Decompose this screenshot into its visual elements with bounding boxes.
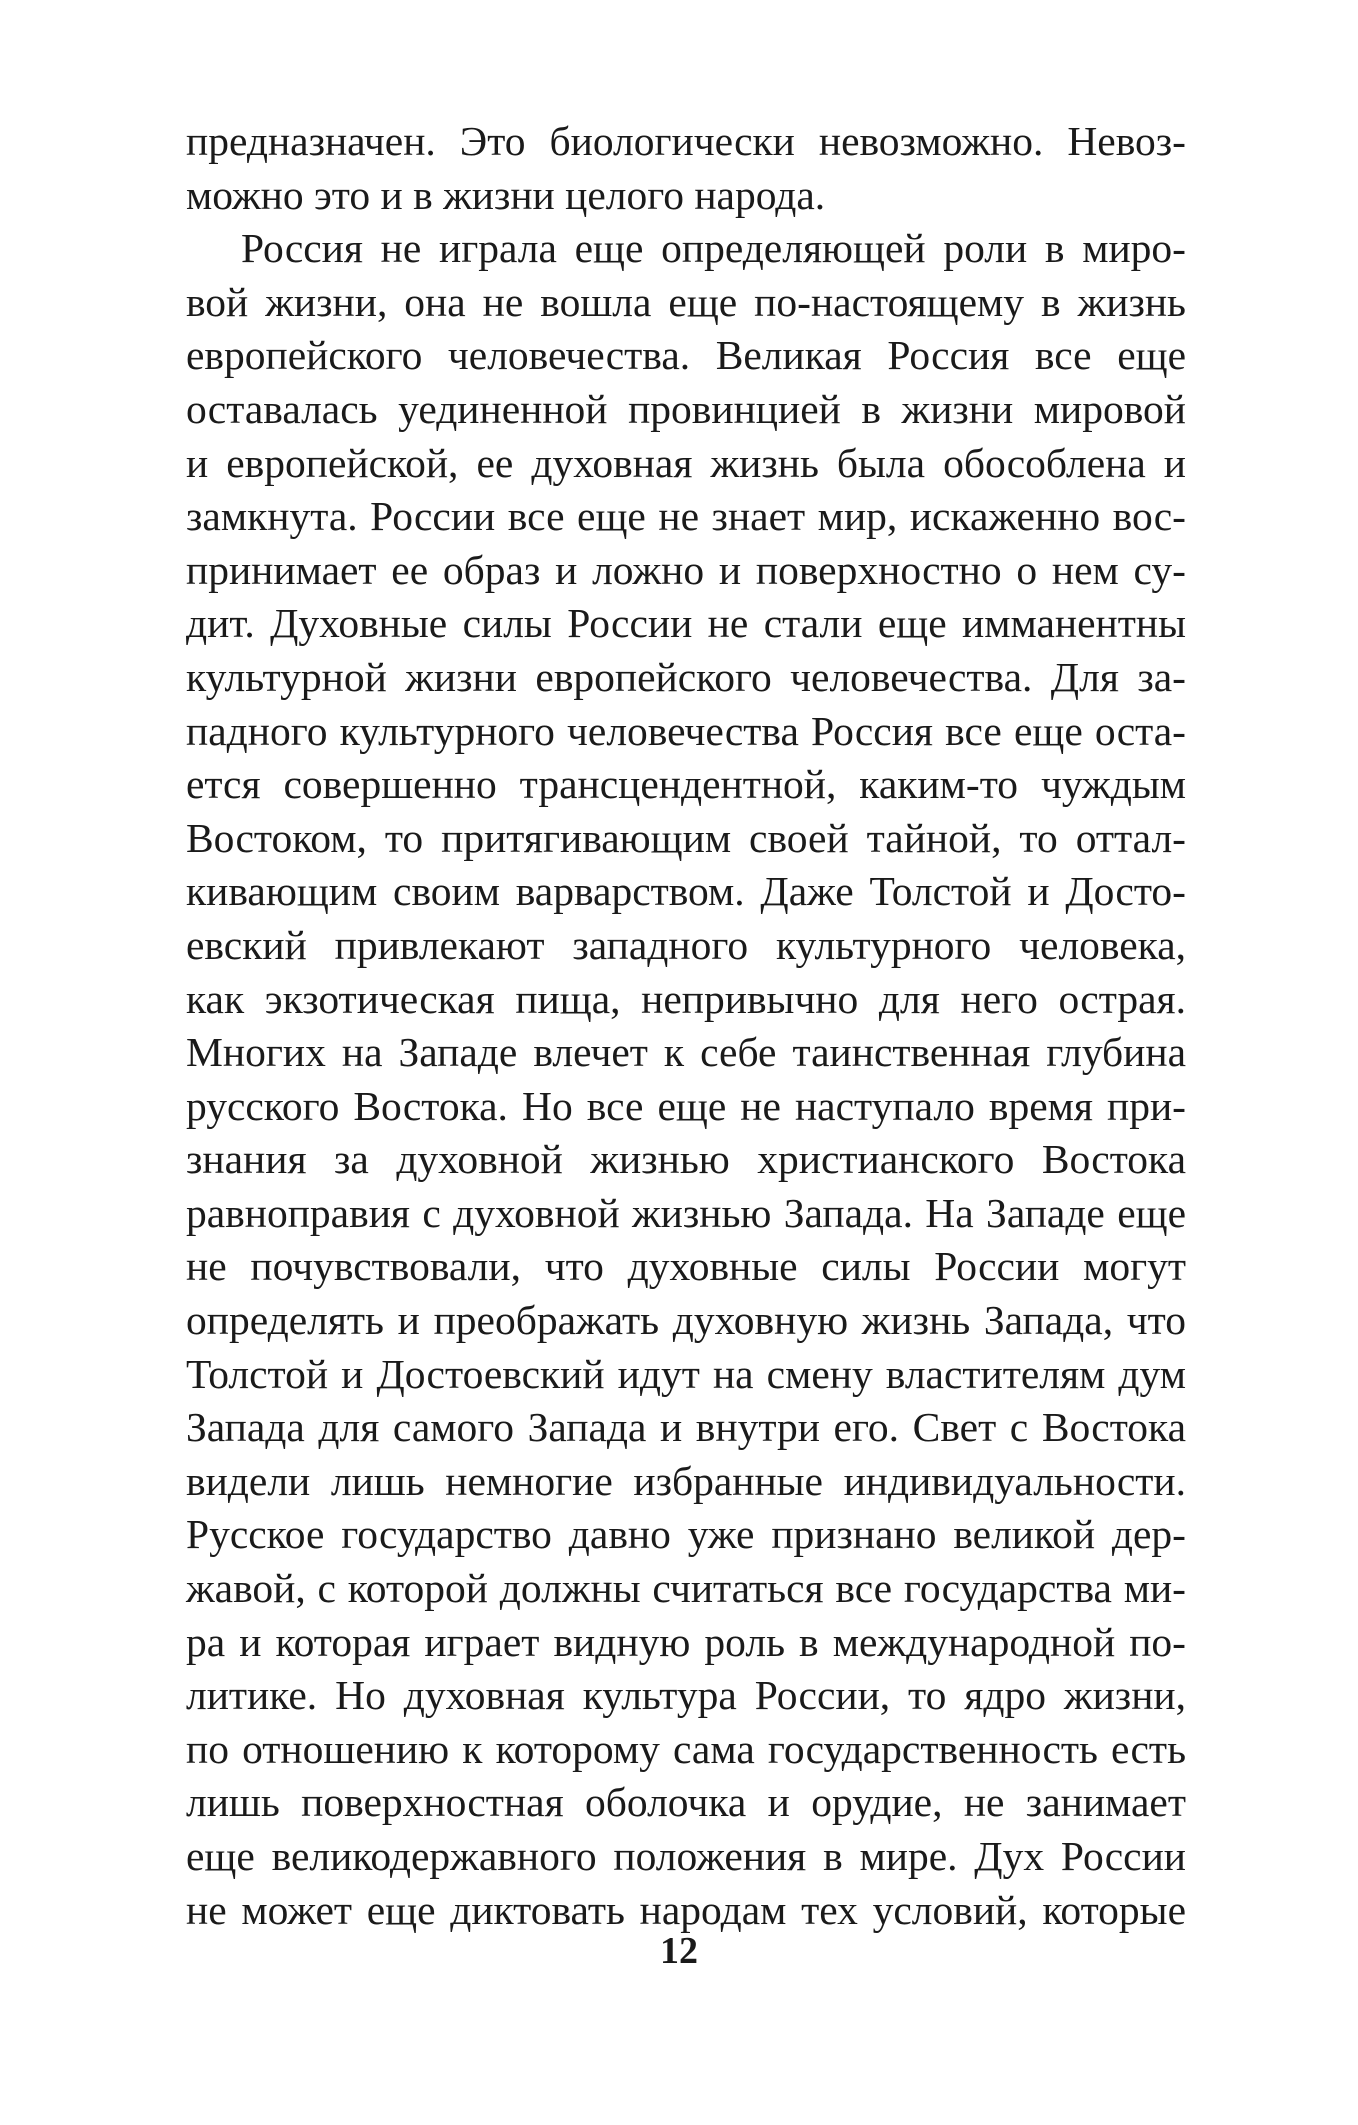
text-line: не может еще диктовать народам тех условий, которые bbox=[186, 1886, 1186, 1933]
text-line: ется совершенно трансцендентной, каким-то чуждым bbox=[186, 761, 1186, 808]
text-line: ра и которая играет видную роль в международной по- bbox=[186, 1618, 1186, 1665]
body-text bbox=[186, 115, 1186, 1937]
text-line: равноправия с духовной жизнью Запада. На Западе еще bbox=[186, 1189, 1186, 1236]
text-line: и европейской, ее духовная жизнь была обособлена и bbox=[186, 439, 1186, 486]
text-line: определять и преображать духовную жизнь Запада, что bbox=[186, 1297, 1186, 1344]
text-line: европейского человечества. Великая Россия все еще bbox=[186, 332, 1186, 379]
text-line: вой жизни, она не вошла еще по-настоящему в жизнь bbox=[186, 278, 1186, 325]
text-line: культурной жизни европейского человечества. Для за- bbox=[186, 653, 1186, 700]
text-line: еще великодержавного положения в мире. Дух России bbox=[186, 1833, 1186, 1879]
text-line: оставалась уединенной провинцией в жизни мировой bbox=[186, 385, 1186, 432]
text-line: знания за духовной жизнью христианского Востока bbox=[186, 1136, 1186, 1183]
text-line: видели лишь немногие избранные индивидуальности. bbox=[186, 1457, 1186, 1504]
text-line: как экзотическая пища, непривычно для него острая. bbox=[186, 975, 1186, 1022]
text-line: Многих на Западе влечет к себе таинственная глубина bbox=[186, 1029, 1186, 1076]
text-line: кивающим своим варварством. Даже Толстой и Досто- bbox=[186, 868, 1186, 915]
text-line: Русское государство давно уже признано великой дер- bbox=[186, 1511, 1186, 1558]
text-line: Востоком, то притягивающим своей тайной, то оттал- bbox=[186, 814, 1186, 861]
text-line: русского Востока. Но все еще не наступало время при- bbox=[186, 1082, 1186, 1129]
text-line: Толстой и Достоевский идут на смену властителям дум bbox=[186, 1350, 1186, 1397]
text-line: не почувствовали, что духовные силы России могут bbox=[186, 1243, 1186, 1290]
text-line: Запада для самого Запада и внутри его. Свет с Востока bbox=[186, 1404, 1186, 1451]
text-line: по отношению к которому сама государственность есть bbox=[186, 1725, 1186, 1772]
text-line: замкнута. России все еще не знает мир, искаженно вос- bbox=[186, 493, 1186, 540]
text-line: предназначен. Это биологически невозможно. Невоз- bbox=[186, 118, 1186, 164]
text-line: принимает ее образ и ложно и поверхностно о нем су- bbox=[186, 546, 1186, 593]
text-line: евский привлекают западного культурного человека, bbox=[186, 921, 1186, 968]
text-line: можно это и в жизни целого народа. bbox=[186, 171, 826, 218]
text-line: дит. Духовные силы России не стали еще имманентны bbox=[186, 600, 1186, 647]
paragraph-first-line: Россия не играла еще определяющей роли в миро- bbox=[241, 225, 1186, 272]
text-line: жавой, с которой должны считаться все государства ми- bbox=[186, 1565, 1186, 1612]
page-number: 12 bbox=[660, 1930, 698, 1972]
text-line: лишь поверхностная оболочка и орудие, не занимает bbox=[186, 1779, 1186, 1826]
text-line: литике. Но духовная культура России, то ядро жизни, bbox=[186, 1672, 1186, 1719]
text-line: падного культурного человечества Россия все еще оста- bbox=[186, 707, 1186, 754]
